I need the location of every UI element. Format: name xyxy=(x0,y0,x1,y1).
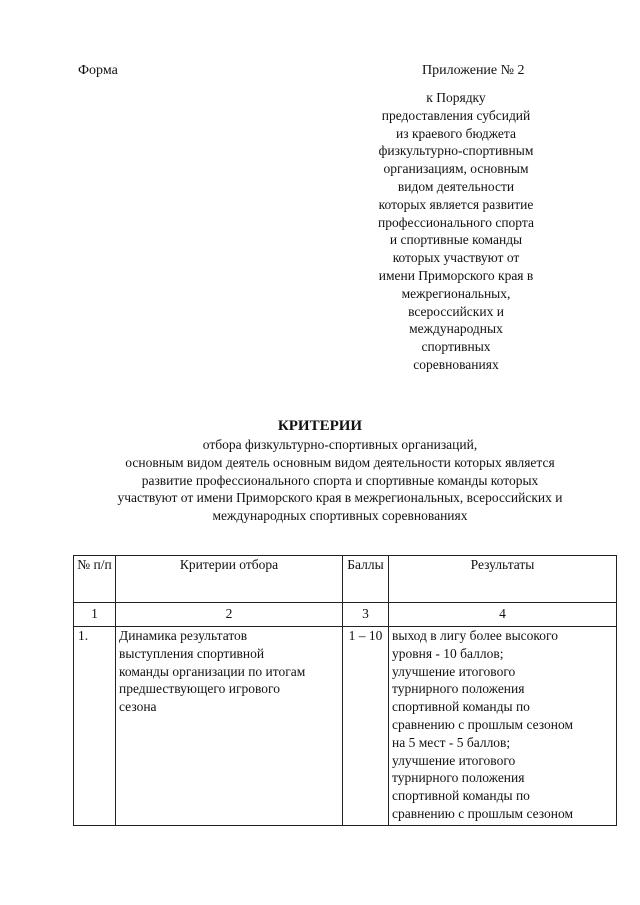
column-number-row xyxy=(74,603,617,627)
form-label: Форма xyxy=(78,63,118,78)
row-number: 1. xyxy=(74,627,116,826)
header-points: Баллы xyxy=(343,556,389,603)
results-line: улучшение итогового xyxy=(392,752,516,768)
header-criteria: Критерии отбора xyxy=(116,556,343,603)
criteria-table xyxy=(73,555,617,826)
column-number: 3 xyxy=(343,603,389,627)
appendix-reference xyxy=(370,89,542,374)
row-points: 1 – 10 xyxy=(343,627,389,826)
results-line: на 5 мест - 5 баллов; xyxy=(392,734,511,750)
appendix-line: физкультурно-спортивным xyxy=(378,143,534,159)
appendix-line: которых является развитие xyxy=(378,196,534,212)
table-header-row xyxy=(74,556,617,603)
criteria-line: команды организации по итогам xyxy=(119,663,306,679)
appendix-line: которых участвуют от xyxy=(392,250,520,266)
criteria-line: выступления спортивной xyxy=(119,645,265,661)
header-no: № п/п xyxy=(74,556,116,603)
subtitle-line: развитие профессионального спорта и спортивные команды которых xyxy=(141,472,539,488)
column-number: 2 xyxy=(116,603,343,627)
appendix-title: Приложение № 2 xyxy=(422,63,525,78)
column-number: 4 xyxy=(389,603,617,627)
results-line: турнирного положения xyxy=(392,770,525,786)
appendix-line: имени Приморского края в xyxy=(378,267,534,283)
column-number: 1 xyxy=(74,603,116,627)
appendix-line: видом деятельности xyxy=(397,178,515,194)
results-line: уровня - 10 баллов; xyxy=(392,645,504,661)
results-line: улучшение итогового xyxy=(392,663,516,679)
appendix-line: из краевого бюджета xyxy=(396,125,516,141)
appendix-line: к Порядку xyxy=(426,90,486,105)
row-results xyxy=(389,627,617,826)
appendix-line: межрегиональных, xyxy=(401,285,511,301)
appendix-line: и спортивные команды xyxy=(389,232,523,248)
results-line: спортивной команды по xyxy=(392,699,530,715)
subtitle-line: отбора физкультурно-спортивных организаций, xyxy=(202,437,478,452)
appendix-line: профессионального спорта xyxy=(378,214,534,230)
appendix-line: организациям, основным xyxy=(383,161,529,177)
results-line: турнирного положения xyxy=(392,681,525,697)
results-line: сравнению с прошлым сезоном xyxy=(392,805,574,821)
row-criteria xyxy=(116,627,343,826)
results-line: выход в лигу более высокого xyxy=(392,628,558,643)
subtitle-line: участвуют от имени Приморского края в межрегиональных, всероссийских и xyxy=(117,490,563,506)
appendix-line: соревнованиях xyxy=(413,356,499,372)
table-row xyxy=(74,627,617,826)
criteria-line: сезона xyxy=(119,699,157,715)
results-line: спортивной команды по xyxy=(392,788,530,804)
appendix-line: международных xyxy=(409,321,503,337)
appendix-line: спортивных xyxy=(421,339,491,355)
criteria-line: Динамика результатов xyxy=(119,628,248,643)
criteria-subtitle xyxy=(70,436,610,525)
header-results: Результаты xyxy=(389,556,617,603)
subtitle-line: международных спортивных соревнованиях xyxy=(212,508,468,524)
appendix-line: предоставления субсидий xyxy=(381,107,531,123)
criteria-line: предшествующего игрового xyxy=(119,681,280,697)
subtitle-line: основным видом деятель основным видом деятельности которых является xyxy=(125,454,555,470)
results-line: сравнению с прошлым сезоном xyxy=(392,716,574,732)
criteria-title: КРИТЕРИИ xyxy=(277,418,363,434)
appendix-line: всероссийских и xyxy=(408,303,504,319)
